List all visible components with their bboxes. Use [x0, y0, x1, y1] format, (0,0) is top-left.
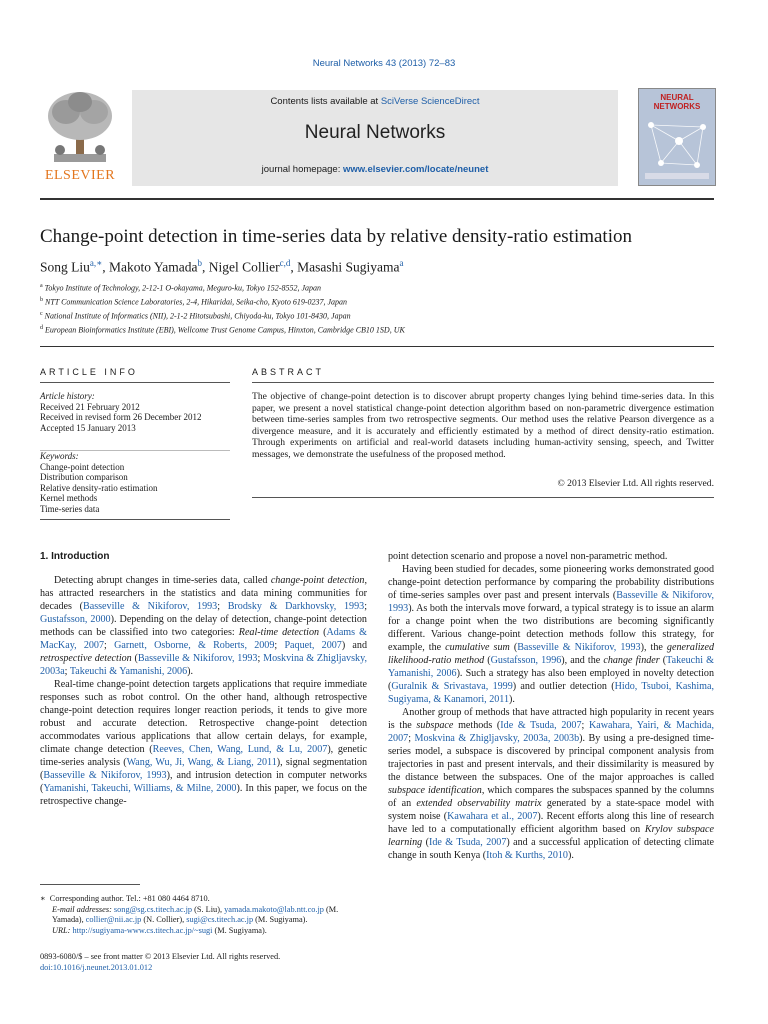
citation-link[interactable]: Basseville & Nikiforov, 1993: [388, 590, 714, 614]
body-text: ;: [408, 733, 415, 744]
keyword: Kernel methods: [40, 493, 98, 504]
citation-link[interactable]: collier@nii.ac.jp: [85, 915, 142, 925]
journal-title: Neural Networks: [304, 122, 446, 143]
body-text: Real-time change-point detection targets applications that require immediate responses such as robot control. On the other hand, although retrospective change-point detection requires longer reaction periods, it tends to give more robust and accurate detection. Retrospective change-point detection accommodates various applications that allow certain delays, for example, climate change detection (: [40, 679, 367, 755]
journal-citation[interactable]: Neural Networks 43 (2013) 72–83: [312, 58, 456, 69]
body-text: ;: [274, 640, 285, 651]
citation-link[interactable]: Kawahara, Yairi, & Machida, 2007: [388, 720, 714, 744]
body-text: ), and the: [561, 655, 604, 666]
front-matter: [40, 952, 367, 973]
body-text: (S. Liu),: [192, 904, 225, 914]
abstract-rule: [252, 382, 714, 383]
affiliation: $^d$ European Bioinformatics Institute (EBI), Wellcome Trust Genome Campus, Hinxton, Cambridge CB10 1SD, UK: [40, 325, 405, 335]
paragraph: [40, 678, 367, 808]
abstract-bottom-rule: [252, 497, 714, 498]
author-homepage-link[interactable]: http://sugiyama-www.cs.titech.ac.jp/~sugi: [72, 925, 213, 935]
email-addresses: E-mail addresses: song@sg.cs.titech.ac.jp (S. Liu), yamada.makoto@lab.ntt.co.jp (M. Yamada), collier@nii.ac.jp (N. Collier), sugi@cs.titech.ac.jp (M. Sugiyama).: [52, 904, 339, 925]
citation-link[interactable]: Yamanishi, Takeuchi, Williams, & Milne, 2000: [43, 783, 237, 794]
issn-line: 0893-6080/$ – see front matter © 2013 Elsevier Ltd. All rights reserved.: [40, 952, 281, 961]
article-history: [40, 391, 230, 433]
keyword: Time-series data: [40, 503, 100, 514]
doi-link[interactable]: doi:10.1016/j.neunet.2013.01.012: [40, 962, 153, 972]
body-text: point detection scenario and propose a novel non-parametric method.: [388, 551, 668, 562]
keyword: Change-point detection: [40, 461, 125, 472]
body-text: (: [422, 837, 429, 848]
journal-banner: [132, 90, 618, 186]
emphasis-text: change finder: [603, 655, 660, 666]
body-text: ). By using a pre-designed time-series model, a subspace is discovered by principal component analysis from trajectories in past and present intervals, and their dissimilarity is measured by the distance between the subspaces. One of the major approaches is called: [388, 733, 715, 783]
emphasis-text: Krylov subspace learning: [388, 824, 714, 848]
author-affiliation-mark[interactable]: b: [197, 258, 203, 268]
citation-link[interactable]: song@sg.cs.titech.ac.jp: [113, 904, 193, 914]
emphasis-text: extended observability matrix: [416, 798, 542, 809]
body-text: Another group of methods that have attracted high popularity in recent years is the: [388, 707, 714, 731]
citation-link[interactable]: Paquet, 2007: [284, 640, 342, 651]
affiliation: $^a$ Tokyo Institute of Technology, 2-12-1 O-okayama, Meguro-ku, Tokyo 152-8552, Japan: [40, 283, 322, 293]
body-text: ). Such a strategy has also been employed in novelty detection (: [388, 668, 714, 692]
history-entry: Received 21 February 2012: [40, 401, 140, 412]
article-info-heading: ARTICLE INFO: [40, 367, 138, 377]
emphasis-text: subspace identification: [388, 785, 482, 796]
author-affiliation-mark[interactable]: c,d: [279, 258, 291, 268]
citation-link[interactable]: Reeves, Chen, Wang, Lund, & Lu, 2007: [152, 744, 328, 755]
emphasis-text: Real-time detection: [238, 627, 320, 638]
footnote: [40, 894, 367, 936]
author-affiliation-mark[interactable]: a,∗: [89, 258, 103, 268]
body-text: (: [319, 627, 327, 638]
citation-link[interactable]: Basseville & Nikiforov, 1993: [82, 601, 218, 612]
citation-link[interactable]: Takeuchi & Yamanishi, 2006: [388, 655, 714, 679]
author-name[interactable]: Makoto Yamada: [109, 259, 198, 275]
body-text: ;: [257, 653, 264, 664]
paragraph: [388, 563, 714, 706]
emphasis-text: subspace: [416, 720, 454, 731]
article-info-bottom-rule: [40, 519, 230, 520]
cover-masthead: NEURAL NETWORKS: [653, 93, 701, 111]
body-text: (: [131, 653, 138, 664]
abstract-text: The objective of change-point detection is to discover abrupt property changes lying behind time-series data. In this paper, we present a novel statistical change-point detection algorithm based on non-parametric divergence estimation between time-series samples from two retrospective segments. Our method uses the relative Pearson divergence as a divergence measure, and it is accurately and efficiently estimated by a method of direct density-ratio estimation. Through experiments on artificial and real-world datasets including human-activity sensing, speech, and Twitter messages, we demonstrate the usefulness of the proposed method.: [252, 391, 714, 460]
body-text: (M. Sugiyama).: [253, 915, 308, 925]
body-text: ). In this paper, we focus on the retrospective change-: [40, 783, 367, 807]
affiliation: $^c$ National Institute of Informatics (NII), 2-1-2 Hitotsubashi, Chiyoda-ku, Tokyo 101-8430, Japan: [40, 311, 351, 321]
body-text: ). As both the intervals move forward, a typical strategy is to issue an alarm for a change point when the two distributions are becoming significantly different. Various change-point detection methods follow this strategy, for example, the: [388, 603, 714, 653]
emphasis-text: retrospective detection: [40, 653, 132, 664]
body-text: methods (: [453, 720, 501, 731]
emphasis-text: change-point detection: [270, 575, 365, 586]
body-text: (N. Collier),: [141, 915, 187, 925]
citation-link[interactable]: Moskvina & Zhigljavsky, 2003a, 2003b: [414, 733, 580, 744]
copyright-notice: © 2013 Elsevier Ltd. All rights reserved.: [557, 478, 714, 489]
citation-link[interactable]: Kawahara et al., 2007: [447, 811, 538, 822]
keywords-label: Keywords:: [40, 451, 79, 461]
homepage-link[interactable]: www.elsevier.com/locate/neunet: [342, 164, 489, 175]
citation-link[interactable]: Gustafsson, 2000: [40, 614, 111, 625]
affiliation: $^b$ NTT Communication Science Laboratories, 2-4, Hikaridai, Seika-cho, Kyoto 619-0237, Japan: [40, 297, 348, 307]
emphasis-text: cumulative sum: [445, 642, 510, 653]
history-label: Article history:: [40, 391, 95, 401]
citation-link[interactable]: Itoh & Kurths, 2010: [486, 850, 568, 861]
abstract-heading: ABSTRACT: [252, 367, 325, 377]
body-text: ).: [567, 850, 574, 861]
body-text: ), signal segmentation (: [40, 757, 367, 781]
body-text: ), genetic time-series analysis (: [40, 744, 367, 768]
citation-link[interactable]: Brodsky & Darkhovsky, 1993: [227, 601, 365, 612]
keywords: [40, 451, 230, 515]
body-text: ), the: [640, 642, 667, 653]
publisher-name: ELSEVIER: [44, 168, 116, 183]
author-name[interactable]: Nigel Collier: [208, 259, 280, 275]
author-list: Song Liu$^{a,∗}$, Makoto Yamada$^b$, Nigel Collier$^{c,d}$, Masashi Sugiyama$^a$: [40, 258, 404, 275]
history-entry: Received in revised form 26 December 2012: [40, 412, 202, 423]
keyword: Relative density-ratio estimation: [40, 482, 158, 493]
section-rule: [40, 346, 714, 347]
body-text: , has attracted researchers in the statistics and data mining communities for decades (: [40, 575, 368, 612]
body-text: ) and: [341, 640, 367, 651]
citation-link[interactable]: Basseville & Nikiforov, 1993: [43, 770, 167, 781]
body-text: ) and a successful application of detecting climate change in south Kenya (: [388, 837, 715, 861]
body-text: , which compares the subspaces spanned by the columns of an: [388, 785, 714, 809]
body-text: (: [509, 642, 518, 653]
citation-link[interactable]: yamada.makoto@lab.ntt.co.jp: [224, 904, 324, 914]
body-text: (: [484, 655, 491, 666]
corresponding-author-note: ∗ Corresponding author. Tel.: +81 080 4464 8710.: [40, 894, 210, 903]
citation-link[interactable]: Gustafsson, 1996: [490, 655, 562, 666]
body-text: ).: [509, 694, 515, 705]
author-name[interactable]: Song Liu: [40, 259, 90, 275]
body-text: Detecting abrupt changes in time-series data, called: [54, 575, 271, 586]
body-text: ;: [364, 601, 367, 612]
citation-link[interactable]: Basseville & Nikiforov, 1993: [137, 653, 258, 664]
body-text: ;: [64, 666, 70, 677]
body-text: (: [659, 655, 667, 666]
body-column-left: [40, 574, 367, 808]
sciencedirect-link[interactable]: SciVerse ScienceDirect: [380, 96, 480, 107]
publisher-logo: [40, 88, 120, 184]
citation-link[interactable]: Hido, Tsuboi, Kashima, Sugiyama, & Kanamori, 2011: [388, 681, 714, 705]
body-text: ), and intrusion detection in computer networks (: [40, 770, 367, 794]
network-graphic-icon: [639, 89, 715, 185]
citation-link[interactable]: Moskvina & Zhigljavsky, 2003a: [40, 653, 367, 677]
body-text: ;: [581, 720, 589, 731]
history-entry: Accepted 15 January 2013: [40, 422, 136, 433]
author-url: URL: http://sugiyama-www.cs.titech.ac.jp/~sugi (M. Sugiyama).: [52, 925, 267, 935]
journal-cover-image: [638, 88, 716, 186]
paragraph: [40, 574, 367, 678]
footnote-rule: [40, 884, 140, 885]
keyword: Distribution comparison: [40, 472, 128, 483]
contents-line: Contents lists available at SciVerse ScienceDirect: [270, 96, 480, 107]
body-text: ;: [104, 640, 115, 651]
article-title: Change-point detection in time-series data by relative density-ratio estimation: [40, 226, 632, 247]
body-text: ). Recent efforts along this line of research have led to a computationally efficient algorithm based on: [388, 811, 715, 835]
citation-link[interactable]: sugi@cs.titech.ac.jp: [186, 915, 254, 925]
body-text: ) and outlier detection (: [512, 681, 615, 692]
body-text: generated by a state-space model with system noise (: [388, 798, 715, 822]
header-rule: [40, 198, 714, 200]
body-column-right: [388, 550, 714, 862]
footnote-mark: ∗: [40, 894, 46, 903]
emphasis-text: generalized likelihood-ratio method: [388, 642, 715, 666]
citation-link[interactable]: Garnett, Osborne, & Roberts, 2009: [114, 640, 275, 651]
article-info-rule: [40, 382, 230, 383]
author-name[interactable]: Masashi Sugiyama: [297, 259, 400, 275]
citation-link[interactable]: Ide & Tsuda, 2007: [500, 720, 582, 731]
paragraph: [388, 706, 714, 862]
citation-link[interactable]: Guralnik & Srivastava, 1999: [391, 681, 513, 692]
citation-link[interactable]: Basseville & Nikiforov, 1993: [517, 642, 641, 653]
body-text: (M. Yamada),: [52, 904, 339, 925]
section-heading: 1. Introduction: [40, 551, 110, 562]
body-text: ). Depending on the delay of detection, change-point detection methods can be classified into two categories:: [40, 614, 367, 638]
citation-link[interactable]: Takeuchi & Yamanishi, 2006: [69, 666, 188, 677]
citation-link[interactable]: Wang, Wu, Ji, Wang, & Liang, 2011: [126, 757, 277, 768]
body-text: Having been studied for decades, some pioneering works demonstrated good change-point detection performance by comparing the probability distributions of time-series samples over past and present intervals (: [388, 564, 714, 601]
body-text: ).: [187, 666, 194, 677]
author-affiliation-mark[interactable]: a: [399, 258, 404, 268]
elsevier-tree-icon: [40, 88, 120, 166]
citation-link[interactable]: Ide & Tsuda, 2007: [428, 837, 507, 848]
paragraph: [388, 550, 714, 563]
citation-link[interactable]: Adams & MacKay, 2007: [40, 627, 367, 651]
homepage-line: journal homepage: www.elsevier.com/locate/neunet: [261, 164, 489, 175]
body-text: ;: [217, 601, 228, 612]
